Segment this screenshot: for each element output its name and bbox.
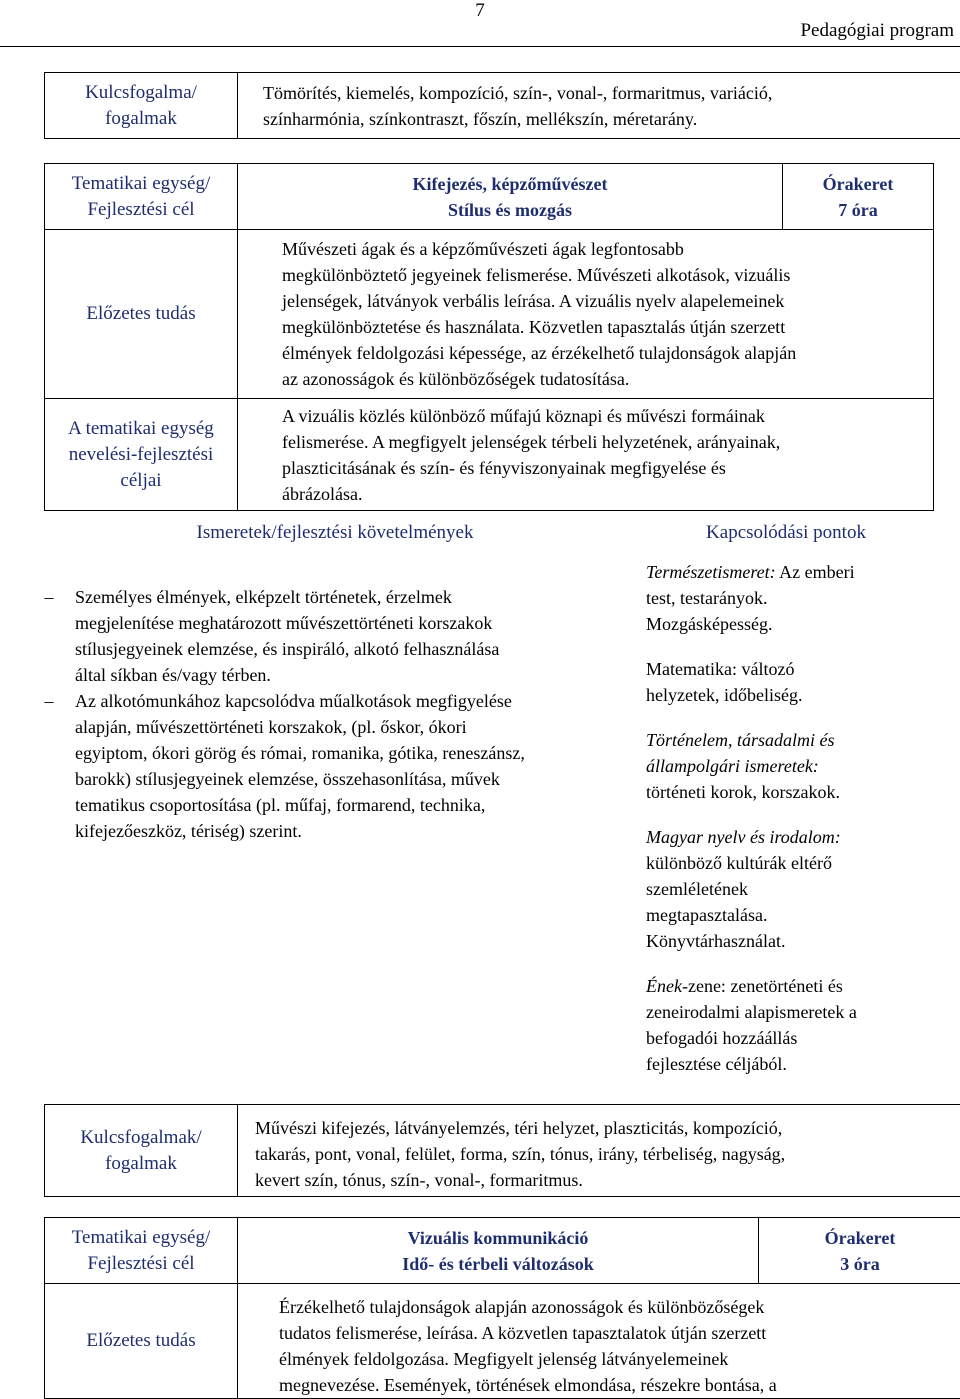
unit1-keyterms-label: Kulcsfogalmak/ fogalmak <box>45 1105 238 1197</box>
unit1-goals-text: A vizuális közlés különböző műfajú köznapi és művészi formáinak felismerése. A megfigyelt jelenségek térbeli helyzetének, arányainak, plaszticitásának és szín- és fényviszonyainak megfigyelése és ábrázolása. <box>238 399 934 511</box>
unit1-table <box>44 163 934 511</box>
unit1-prior-text: Művészeti ágak és a képzőművészeti ágak legfontosabb megkülönböztető jegyeinek felismerése. Művészeti alkotások, vizuális jelenségek, látványok verbális leírása. A vizuális nyelv alapelemeinek megkülönböztetése és használata. Közvetlen tapasztalás útján szerzett élmények feldolgozási képessége, az érzékelhető tulajdonságok alapján az azonosságok és különbözőségek tudatosítása. <box>238 230 934 399</box>
header-rule <box>0 46 960 47</box>
document-title: Pedagógiai program <box>800 20 954 42</box>
unit2-topic-label: Tematikai egység/ Fejlesztési cél <box>45 1218 238 1284</box>
unit1-topic-label: Tematikai egység/ Fejlesztési cél <box>45 164 238 230</box>
connection-item: Magyar nyelv és irodalom: különböző kultúrák eltérő szemléletének megtapasztalása. Könyvtárhasználat. <box>646 824 946 954</box>
unit1-keyterms-text: Művészi kifejezés, látványelemzés, téri helyzet, plaszticitás, kompozíció, takarás, pont, vonal, felület, forma, szín, tónus, irány, térbeliség, nagyság, kevert szín, tónus, szín-, vonal-, formaritmus. <box>238 1105 960 1197</box>
unit2-title: Vizuális kommunikáció Idő- és térbeli változások <box>238 1218 759 1284</box>
unit2-hours: Órakeret 3 óra <box>759 1218 960 1284</box>
connections-list <box>646 559 946 1077</box>
connection-item: Természetismeret: Az emberi test, testarányok. Mozgásképesség. <box>646 559 946 637</box>
unit1-title: Kifejezés, képzőművészet Stílus és mozgás <box>238 164 783 230</box>
unit2-table <box>44 1217 960 1399</box>
unit1-prior-label: Előzetes tudás <box>45 230 238 399</box>
knowledge-item: – Az alkotómunkához kapcsolódva műalkotások megfigyelése alapján, művészettörténeti korszakok, (pl. őskor, ókori egyiptom, ókori görög és római, romanika, gótika, reneszánsz, barokk) stílusjegyeinek elemzése, összehasonlítása, művek tematikus csoportosítása (pl. műfaj, formarend, technika, kifejezőeszköz, tériség) szerint. <box>42 688 642 844</box>
top-keyterms-text: Tömörítés, kiemelés, kompozíció, szín-, vonal-, formaritmus, variáció, színharmónia, színkontraszt, főszín, mellékszín, méretarány. <box>238 73 960 139</box>
unit1-hours: Órakeret 7 óra <box>783 164 934 230</box>
page-number: 7 <box>468 0 492 22</box>
unit2-prior-label: Előzetes tudás <box>45 1284 238 1399</box>
col-connections-header: Kapcsolódási pontok <box>666 522 906 544</box>
bullet-dash-icon: – <box>42 688 56 714</box>
connection-item: Matematika: változó helyzetek, időbeliség. <box>646 656 946 708</box>
connection-item: Történelem, társadalmi és állampolgári ismeretek: történeti korok, korszakok. <box>646 727 946 805</box>
bullet-dash-icon: – <box>42 584 56 610</box>
knowledge-item: – Személyes élmények, elképzelt történetek, érzelmek megjelenítése meghatározott művészettörténeti korszakok stílusjegyeinek elemzése, és inspiráló, alkotó felhasználása által síkban és/vagy térben. <box>42 584 642 688</box>
top-keyterms-table <box>44 72 960 139</box>
knowledge-list <box>42 584 642 844</box>
top-keyterms-label: Kulcsfogalma/ fogalmak <box>45 73 238 139</box>
connection-item: Ének-zene: zenetörténeti és zeneirodalmi alapismeretek a befogadói hozzáállás fejlesztése céljából. <box>646 973 946 1077</box>
col-knowledge-header: Ismeretek/fejlesztési követelmények <box>150 522 520 544</box>
unit1-goals-label: A tematikai egység nevelési-fejlesztési céljai <box>45 399 238 511</box>
unit2-prior-text: Érzékelhető tulajdonságok alapján azonosságok és különbözőségek tudatos felismerése, leírása. A közvetlen tapasztalatok útján szerzett élmények feldolgozása. Megfigyelt jelenség látványelemeinek megnevezése. Események, történések elmondása, részekre bontása, a <box>238 1284 960 1399</box>
unit1-keyterms-table <box>44 1104 960 1197</box>
